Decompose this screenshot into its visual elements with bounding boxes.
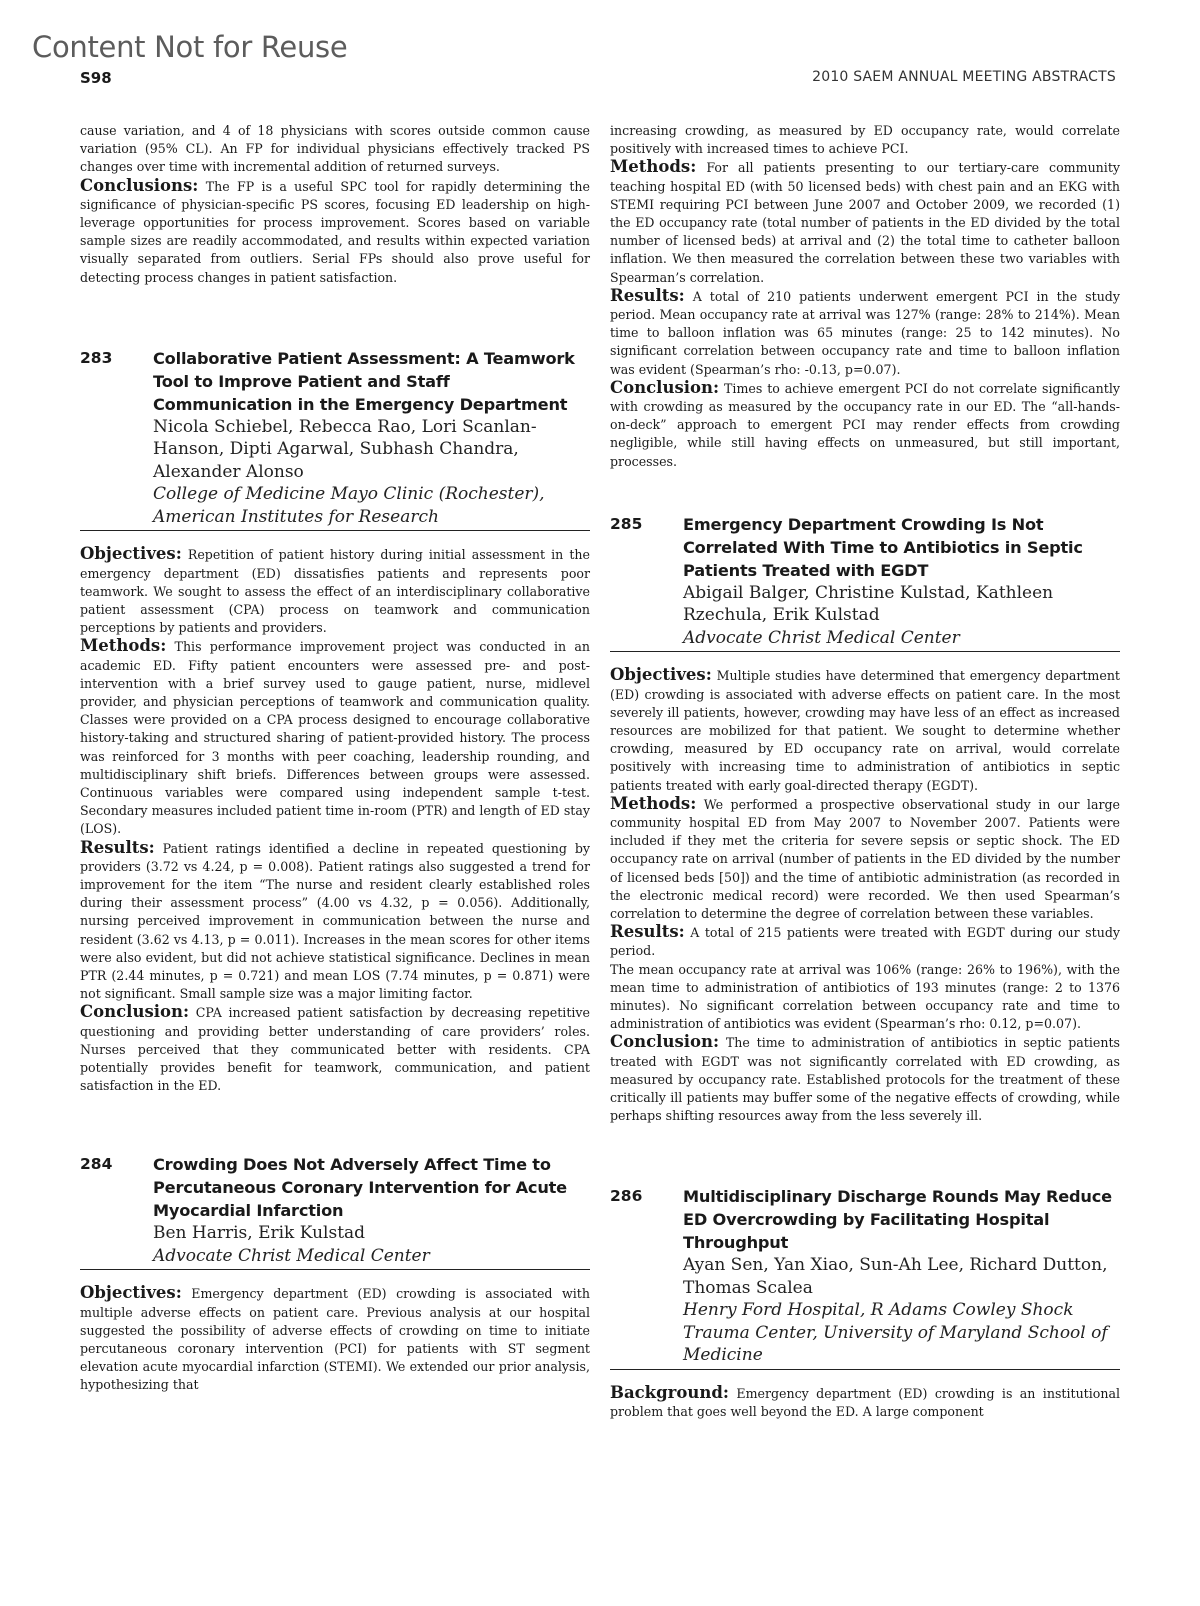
abstract-284-conclusion xyxy=(610,379,1120,471)
section-text: Multiple studies have determined that emergency department (ED) crowding is associated with adverse effects on patient care. In the most severely ill patients, however, crowding may have less of an effect as increased resources are mobilized for that patient. We sought to determine whether crowding, measured by ED occupancy rate on arrival, would correlate positively with increasing time to administration of antibiotics in septic patients treated with early goal-directed therapy (EGDT). xyxy=(610,668,1120,793)
prev-conclusions xyxy=(80,177,590,287)
abstract-authors: Abigail Balger, Christine Kulstad, Kathleen Rzechula, Erik Kulstad xyxy=(683,582,1054,626)
abstract-283-header xyxy=(80,347,590,529)
section-label: Results: xyxy=(610,285,685,305)
section-label: Objectives: xyxy=(610,665,712,685)
section-text: Times to achieve emergent PCI do not correlate significantly with crowding as measured by the occupancy rate in our ED. The “all-hands-on-deck” approach to emergent PCI may render effects from crowding negligible, while still having effects on unmeasured, but still important, processes. xyxy=(610,380,1120,469)
abstract-284-results xyxy=(610,287,1120,379)
section-text: For all patients presenting to our tertiary-care community teaching hospital ED (with 50 licensed beds) with chest pain and an EKG with STEMI requiring PCI between June 2007 and October 2009, we recorded (1) the ED occupancy rate (total number of patients in the ED divided by the total number of licensed beds) at arrival and (2) the total time to catheter balloon inflation. We then measured the correlation between these two variables with Spearman’s correlation. xyxy=(610,160,1120,285)
abstract-institution: Advocate Christ Medical Center xyxy=(683,627,960,648)
page-number: S98 xyxy=(80,69,112,87)
section-text: The time to administration of antibiotics in septic patients treated with EGDT was not significantly correlated with ED crowding, as measured by occupancy rate. Established protocols for the treatment of these critically ill patients may buffer some of the negative effects of crowding, while perhaps shifting resources away from the less severely ill. xyxy=(610,1035,1120,1124)
section-label: Objectives: xyxy=(80,1283,182,1303)
journal-header: 2010 SAEM ANNUAL MEETING ABSTRACTS xyxy=(812,69,1116,85)
abstract-284-methods xyxy=(610,158,1120,286)
section-label: Background: xyxy=(610,1382,729,1402)
section-label: Methods: xyxy=(80,636,167,656)
abstract-institution: College of Medicine Mayo Clinic (Rochester), American Institutes for Research xyxy=(153,484,545,527)
section-text: CPA increased patient satisfaction by decreasing repetitive questioning and providing better understanding of care providers’ roles. Nurses perceived that they communicated better with residents. CPA potentially provides benefit for teamwork, communication, and patient satisfaction in the ED. xyxy=(80,1005,590,1094)
abstract-institution: Advocate Christ Medical Center xyxy=(153,1245,430,1266)
section-text: Repetition of patient history during initial assessment in the emergency department (ED) dissatisfies patients and represents poor teamwork. We sought to assess the effect of an interdisciplinary collaborative patient assessment (CPA) process on teamwork and communication perceptions by patients and providers. xyxy=(80,547,590,636)
section-label: Objectives: xyxy=(80,544,182,564)
divider xyxy=(610,651,1120,652)
section-text: The FP is a useful SPC tool for rapidly determining the significance of physician-specific PS scores, focusing ED leadership on high-leverage opportunities for process improvement. Scores based on variable sample sizes are readily accommodated, and results within expected variation visually separated from outliers. Serial FPs should also prove useful for detecting process changes in patient satisfaction. xyxy=(80,178,590,285)
section-text: This performance improvement project was conducted in an academic ED. Fifty patient encounters were assessed pre- and post-intervention with a brief survey used to gauge patient, nurse, midlevel provider, and physician perceptions of teamwork and communication quality. Classes were provided on a CPA process designed to encourage collaborative history-taking and structured sharing of patient-provided history. The process was reinforced for 3 months with peer coaching, leadership rounding, and multidisciplinary shift briefs. Differences between groups were assessed. Continuous variables were compared using independent sample t-test. Secondary measures included patient time in-room (PTR) and length of ED stay (LOS). xyxy=(80,639,590,837)
abstract-title: Multidisciplinary Discharge Rounds May Reduce ED Overcrowding by Facilitating Hospital Throughput xyxy=(683,1187,1112,1253)
abstract-285-header xyxy=(610,513,1120,650)
abstract-authors: Ayan Sen, Yan Xiao, Sun-Ah Lee, Richard Dutton, Thomas Scalea xyxy=(683,1255,1108,1298)
abstract-283-conclusion xyxy=(80,1003,590,1095)
abstract-number: 286 xyxy=(610,1187,643,1206)
abstract-283-methods xyxy=(80,637,590,838)
section-text: A total of 215 patients were treated with EGDT during our study period. xyxy=(610,925,1120,959)
abstract-number: 285 xyxy=(610,514,643,533)
section-label: Methods: xyxy=(610,793,697,813)
abstract-285-results-continued: The mean occupancy rate at arrival was 106% (range: 26% to 196%), with the mean time to administration of antibiotics of 193 minutes (range: 2 to 1376 minutes). No significant correlation between occupancy rate and time to administration of antibiotics was evident (Spearman’s rho: 0.12, p=0.07). xyxy=(610,961,1120,1032)
section-label: Conclusion: xyxy=(610,377,720,397)
abstract-title: Collaborative Patient Assessment: A Teamwork Tool to Improve Patient and Staff Communication in the Emergency Department xyxy=(153,348,575,414)
section-label: Results: xyxy=(80,837,155,857)
section-text: Emergency department (ED) crowding is an institutional problem that goes well beyond the ED. A large component xyxy=(610,1385,1120,1420)
abstract-283-objectives xyxy=(80,545,590,637)
abstract-285-results xyxy=(610,923,1120,960)
divider xyxy=(80,1269,590,1270)
abstract-284-header xyxy=(80,1153,590,1267)
abstract-number: 284 xyxy=(80,1155,113,1174)
left-column xyxy=(80,122,590,1395)
watermark: Content Not for Reuse xyxy=(32,30,348,64)
section-label: Conclusions: xyxy=(80,175,199,195)
abstract-institution: Henry Ford Hospital, R Adams Cowley Shock Trauma Center, University of Maryland School of Medicine xyxy=(683,1300,1108,1366)
section-text: Patient ratings identified a decline in repeated questioning by providers (3.72 vs 4.24, p = 0.008). Patient ratings also suggested a trend for improvement for the item “The nurse and resident clearly established roles during their assessment process” (4.00 vs 4.32, p = 0.056). Additionally, nursing perceived improvement in communication between the nurse and resident (3.62 vs 4.13, p = 0.011). Increases in the mean scores for other items were also evident, but did not achieve statistical significance. Declines in mean PTR (2.44 minutes, p = 0.721) and mean LOS (7.74 minutes, p = 0.871) were not significant. Small sample size was a major limiting factor. xyxy=(80,840,591,1002)
divider xyxy=(610,1369,1120,1370)
abstract-286-background xyxy=(610,1384,1120,1421)
abstract-title: Emergency Department Crowding Is Not Correlated With Time to Antibiotics in Septic Patients Treated with EGDT xyxy=(683,514,1083,580)
abstract-285-objectives xyxy=(610,666,1120,794)
abstract-number: 283 xyxy=(80,348,113,367)
section-text: A total of 210 patients underwent emergent PCI in the study period. Mean occupancy rate at arrival was 127% (range: 28% to 214%). Mean time to balloon inflation was 65 minutes (range: 25 to 142 minutes). No significant correlation between occupancy rate and time to balloon inflation was evident (Spearman’s rho: -0.13, p=0.07). xyxy=(610,288,1120,377)
section-text: Emergency department (ED) crowding is associated with multiple adverse effects on patient care. Previous analysis at our hospital suggested the possibility of adverse effects of crowding on time to initiate percutaneous coronary intervention (PCI) for patients with ST segment elevation acute myocardial infarction (STEMI). We extended our prior analysis, hypothesizing that xyxy=(80,1286,590,1393)
abstract-284-continuation: increasing crowding, as measured by ED occupancy rate, would correlate positively with increased times to achieve PCI. xyxy=(610,123,1120,157)
abstract-286-header xyxy=(610,1185,1120,1367)
abstract-authors: Nicola Schiebel, Rebecca Rao, Lori Scanlan-Hanson, Dipti Agarwal, Subhash Chandra, Alexander Alonso xyxy=(153,416,537,482)
divider xyxy=(80,530,590,531)
section-label: Methods: xyxy=(610,157,697,177)
section-label: Results: xyxy=(610,922,685,942)
abstract-284-objectives xyxy=(80,1284,590,1394)
section-label: Conclusion: xyxy=(80,1002,190,1022)
abstract-283-results xyxy=(80,839,590,1004)
abstract-285-conclusion xyxy=(610,1033,1120,1125)
continuation-text: cause variation, and 4 of 18 physicians with scores outside common cause variation (95% CL). An FP for individual physicians effectively tracked PS changes over time with incremental addition of returned surveys. xyxy=(80,123,590,175)
abstract-title: Crowding Does Not Adversely Affect Time to Percutaneous Coronary Intervention for Acute Myocardial Infarction xyxy=(153,1155,567,1221)
section-label: Conclusion: xyxy=(610,1032,720,1052)
right-column xyxy=(610,122,1120,1421)
section-text: We performed a prospective observational study in our large community hospital ED from May 2007 to November 2007. Patients were included if they met the criteria for severe sepsis or septic shock. The ED occupancy rate on arrival (number of patients in the ED divided by the number of licensed beds [50]) and the time of antibiotic administration (as recorded in the electronic medical record) were recorded. We then used Spearman’s correlation to determine the degree of correlation between these variables. xyxy=(610,796,1120,921)
abstract-285-methods xyxy=(610,795,1120,923)
abstract-authors: Ben Harris, Erik Kulstad xyxy=(153,1223,366,1244)
